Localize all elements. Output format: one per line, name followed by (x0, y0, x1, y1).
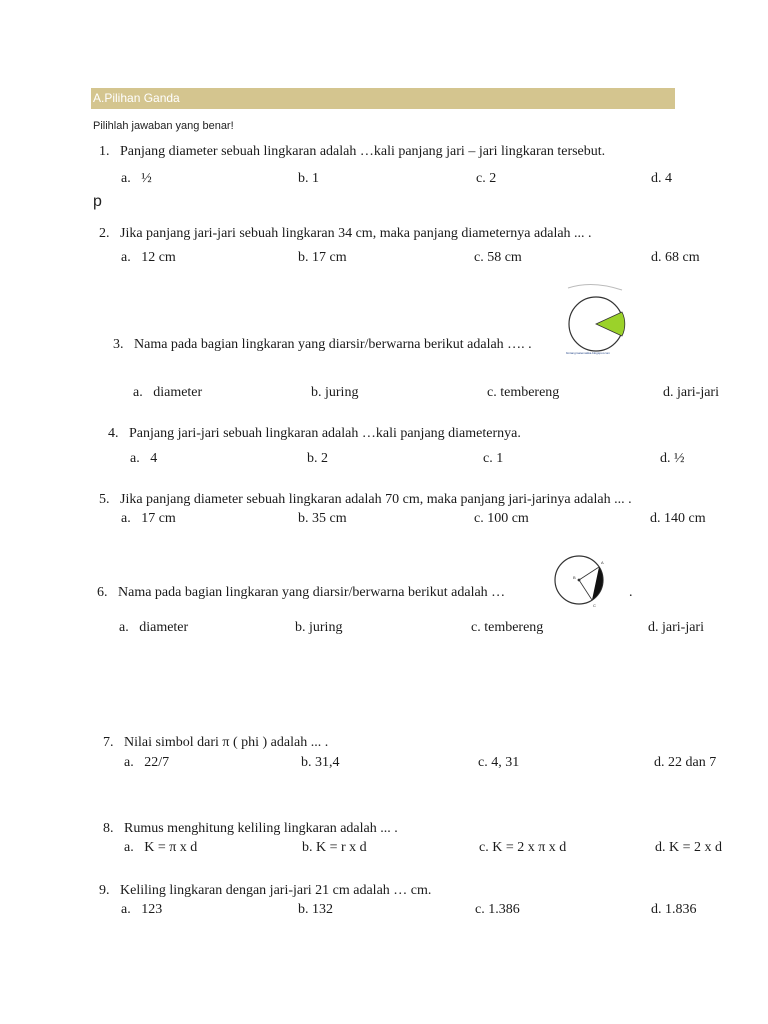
question-1-option-b: b. 1 (298, 171, 319, 186)
question-9-option-c: c. 1.386 (475, 902, 520, 917)
question-4-option-c: c. 1 (483, 451, 504, 466)
question-5-option-d: d. 140 cm (650, 511, 706, 526)
question-3-option-d: d. jari-jari (663, 385, 719, 400)
section-header-bar (91, 88, 675, 109)
question-3-option-b: b. juring (311, 385, 359, 400)
question-6-figure (548, 553, 614, 609)
question-8-text: 8. Rumus menghitung keliling lingkaran adalah ... . (103, 821, 398, 836)
question-4-option-b: b. 2 (307, 451, 328, 466)
stray-character: p (93, 193, 102, 210)
question-1-option-d: d. 4 (651, 171, 672, 186)
question-7-option-d: d. 22 dan 7 (654, 755, 717, 770)
question-9-option-b: b. 132 (298, 902, 333, 917)
question-9-option-a: a. 123 (121, 902, 163, 917)
question-2-option-a: a. 12 cm (121, 250, 176, 265)
question-3-figure (562, 282, 646, 360)
question-5-text: 5. Jika panjang diameter sebuah lingkaran adalah 70 cm, maka panjang jari-jarinya adalah ... . (99, 492, 632, 507)
figure-credit: bintangmatematika.blogspot.com (566, 351, 611, 355)
question-6-text: 6. Nama pada bagian lingkaran yang diarsir/berwarna berikut adalah … (97, 585, 506, 600)
question-5-option-b: b. 35 cm (298, 511, 347, 526)
question-2-option-c: c. 58 cm (474, 250, 522, 265)
question-2-text: 2. Jika panjang jari-jari sebuah lingkaran 34 cm, maka panjang diameternya adalah ... . (99, 226, 592, 241)
question-9-text: 9. Keliling lingkaran dengan jari-jari 21 cm adalah … cm. (99, 883, 432, 898)
question-7-option-b: b. 31,4 (301, 755, 340, 770)
sector-circle-diagram (562, 282, 646, 360)
question-4-option-d: d. ½ (660, 451, 685, 466)
question-8-option-b: b. K = r x d (302, 840, 367, 855)
question-4-option-a: a. 4 (130, 451, 158, 466)
question-1-text: 1. Panjang diameter sebuah lingkaran adalah …kali panjang jari – jari lingkaran tersebut. (99, 144, 606, 159)
question-1-option-c: c. 2 (476, 171, 497, 186)
question-5-option-a: a. 17 cm (121, 511, 176, 526)
question-7-option-c: c. 4, 31 (478, 755, 520, 770)
instruction-text: Pilihlah jawaban yang benar! (93, 120, 234, 132)
stray-dot: . (629, 585, 633, 600)
question-6-option-a: a. diameter (119, 620, 189, 635)
question-7-text: 7. Nilai simbol dari π ( phi ) adalah ... . (103, 735, 329, 750)
question-8-option-d: d. K = 2 x d (655, 840, 723, 855)
question-6-option-c: c. tembereng (471, 620, 544, 635)
question-7-option-a: a. 22/7 (124, 755, 170, 770)
figure-label-c: C (593, 603, 596, 608)
question-2-option-d: d. 68 cm (651, 250, 700, 265)
question-3-option-a: a. diameter (133, 385, 203, 400)
figure-label-a: A (601, 560, 604, 565)
question-9-option-d: d. 1.836 (651, 902, 697, 917)
question-6-option-b: b. juring (295, 620, 343, 635)
figure-label-b: B (573, 575, 576, 580)
question-5-option-c: c. 100 cm (474, 511, 529, 526)
question-1-option-a: a. ½ (121, 171, 152, 186)
section-title: A.Pilihan Ganda (93, 91, 180, 105)
question-3-text: 3. Nama pada bagian lingkaran yang diarsir/berwarna berikut adalah …. . (113, 337, 532, 352)
segment-circle-diagram (548, 553, 614, 609)
question-6-option-d: d. jari-jari (648, 620, 704, 635)
question-8-option-a: a. K = π x d (124, 840, 198, 855)
question-3-option-c: c. tembereng (487, 385, 560, 400)
question-4-text: 4. Panjang jari-jari sebuah lingkaran adalah …kali panjang diameternya. (108, 426, 521, 441)
question-2-option-b: b. 17 cm (298, 250, 347, 265)
question-8-option-c: c. K = 2 x π x d (479, 840, 567, 855)
